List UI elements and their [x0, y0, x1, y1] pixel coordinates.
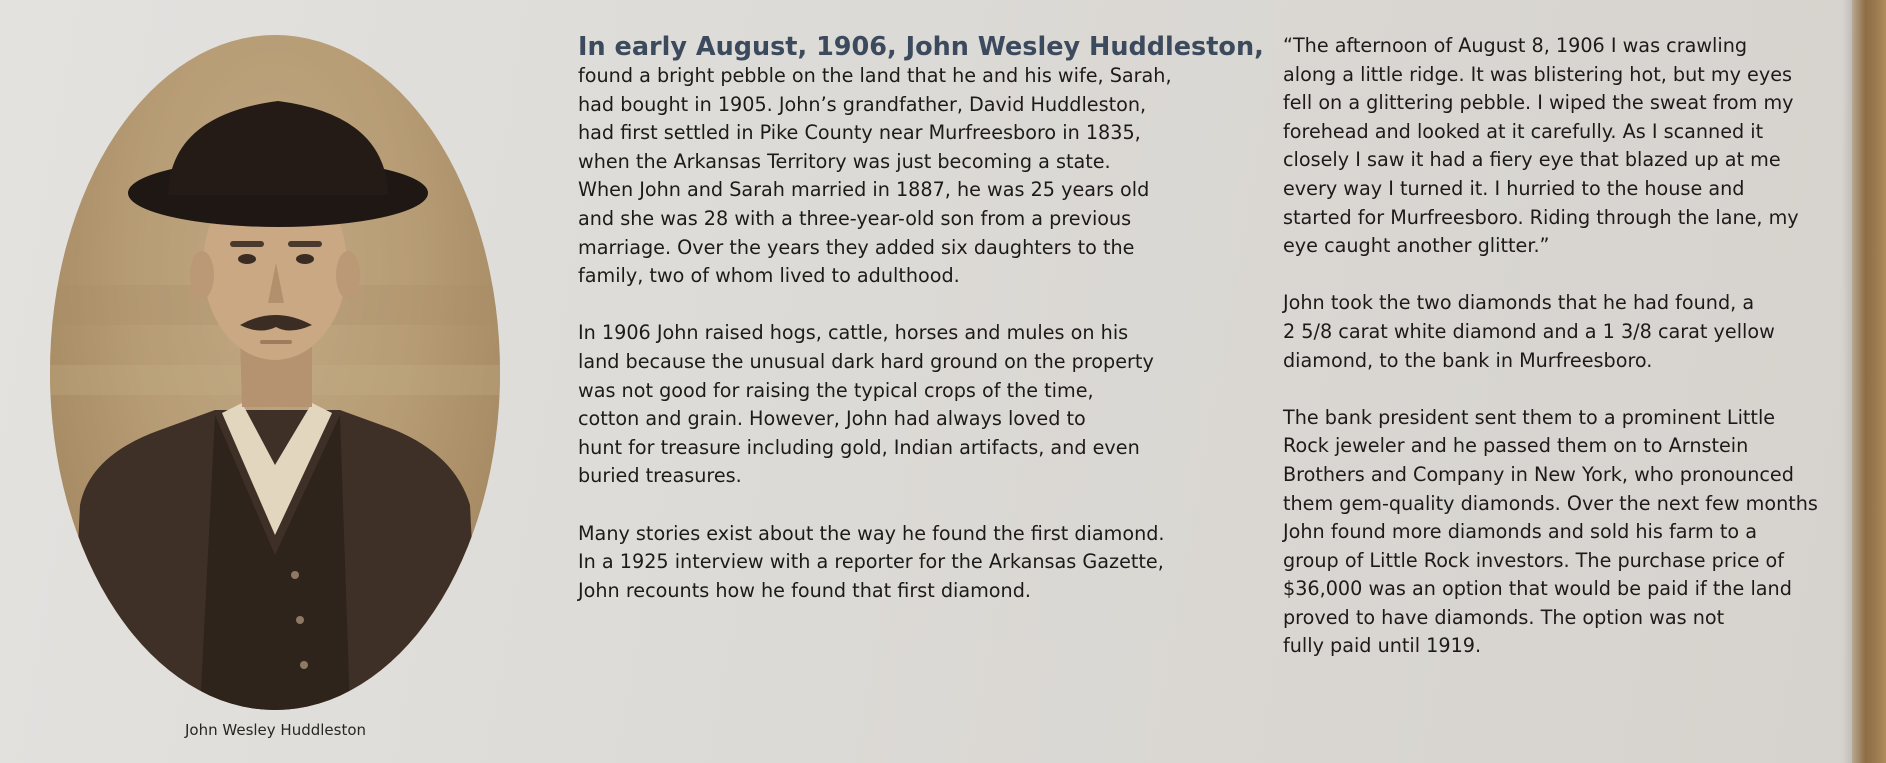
text-line: John recounts how he found that first diamond. — [578, 578, 1031, 602]
text-line: was not good for raising the typical crops of the time, — [578, 378, 1094, 402]
right-text-column — [1283, 32, 1818, 661]
middle-paragraph-3 — [578, 520, 1264, 606]
text-line: land because the unusual dark hard ground on the property — [578, 349, 1154, 373]
text-line: found a bright pebble on the land that he and his wife, Sarah, — [578, 64, 1172, 87]
quote-paragraph — [1283, 32, 1818, 261]
paragraph-gap — [1283, 261, 1818, 290]
paragraph-gap — [578, 491, 1264, 520]
text-line: had bought in 1905. John’s grandfather, David Huddleston, — [578, 92, 1147, 116]
text-line: John found more diamonds and sold his farm to a — [1283, 520, 1757, 544]
text-line: them gem-quality diamonds. Over the next few months — [1283, 491, 1818, 515]
paragraph-gap — [1283, 375, 1818, 404]
middle-text-column — [578, 32, 1264, 605]
text-line: group of Little Rock investors. The purchase price of — [1283, 548, 1784, 572]
text-line: forehead and looked at it carefully. As I scanned it — [1283, 119, 1764, 143]
paragraph-gap — [578, 291, 1264, 320]
text-line: hunt for treasure including gold, Indian artifacts, and even — [578, 435, 1140, 459]
wooden-frame-edge — [1852, 0, 1886, 763]
text-line: marriage. Over the years they added six daughters to the — [578, 235, 1135, 259]
text-line: along a little ridge. It was blistering hot, but my eyes — [1283, 62, 1792, 86]
text-line: Many stories exist about the way he found the first diamond. — [578, 521, 1165, 545]
text-line: every way I turned it. I hurried to the house and — [1283, 176, 1745, 200]
text-line: fully paid until 1919. — [1283, 634, 1482, 658]
text-line: had first settled in Pike County near Murfreesboro in 1835, — [578, 121, 1141, 145]
text-line: “The afternoon of August 8, 1906 I was crawling — [1283, 34, 1748, 57]
middle-paragraph-2 — [578, 319, 1264, 491]
text-line: proved to have diamonds. The option was not — [1283, 605, 1725, 629]
text-line: When John and Sarah married in 1887, he was 25 years old — [578, 178, 1150, 202]
text-line: cotton and grain. However, John had always loved to — [578, 407, 1086, 431]
portrait-caption: John Wesley Huddleston — [185, 721, 367, 739]
text-line: $36,000 was an option that would be paid if the land — [1283, 577, 1792, 601]
portrait-photo — [50, 35, 500, 710]
text-line: diamond, to the bank in Murfreesboro. — [1283, 348, 1653, 372]
text-line: and she was 28 with a three-year-old son from a previous — [578, 206, 1132, 230]
text-line: fell on a glittering pebble. I wiped the sweat from my — [1283, 91, 1794, 115]
text-line: The bank president sent them to a prominent Little — [1283, 405, 1776, 429]
text-line: In a 1925 interview with a reporter for the Arkansas Gazette, — [578, 550, 1164, 574]
text-line: In 1906 John raised hogs, cattle, horses and mules on his — [578, 321, 1129, 345]
text-line: family, two of whom lived to adulthood. — [578, 264, 960, 288]
text-line: Brothers and Company in New York, who pronounced — [1283, 462, 1794, 486]
text-line: John took the two diamonds that he had found, a — [1283, 291, 1755, 315]
frame-shadow — [1842, 0, 1852, 763]
text-line: Rock jeweler and he passed them on to Arnstein — [1283, 434, 1749, 458]
text-line: buried treasures. — [578, 464, 742, 488]
text-line: started for Murfreesboro. Riding through the lane, my — [1283, 205, 1799, 229]
text-line: closely I saw it had a fiery eye that blazed up at me — [1283, 148, 1781, 172]
text-line: eye caught another glitter.” — [1283, 234, 1550, 258]
lead-heading: In early August, 1906, John Wesley Huddleston, — [578, 32, 1264, 62]
text-line: 2 5/8 carat white diamond and a 1 3/8 carat yellow — [1283, 319, 1775, 343]
right-paragraph-3 — [1283, 404, 1818, 661]
portrait-illustration — [50, 35, 500, 710]
right-paragraph-2 — [1283, 289, 1818, 375]
text-line: when the Arkansas Territory was just becoming a state. — [578, 149, 1111, 173]
middle-paragraph-1 — [578, 62, 1264, 291]
